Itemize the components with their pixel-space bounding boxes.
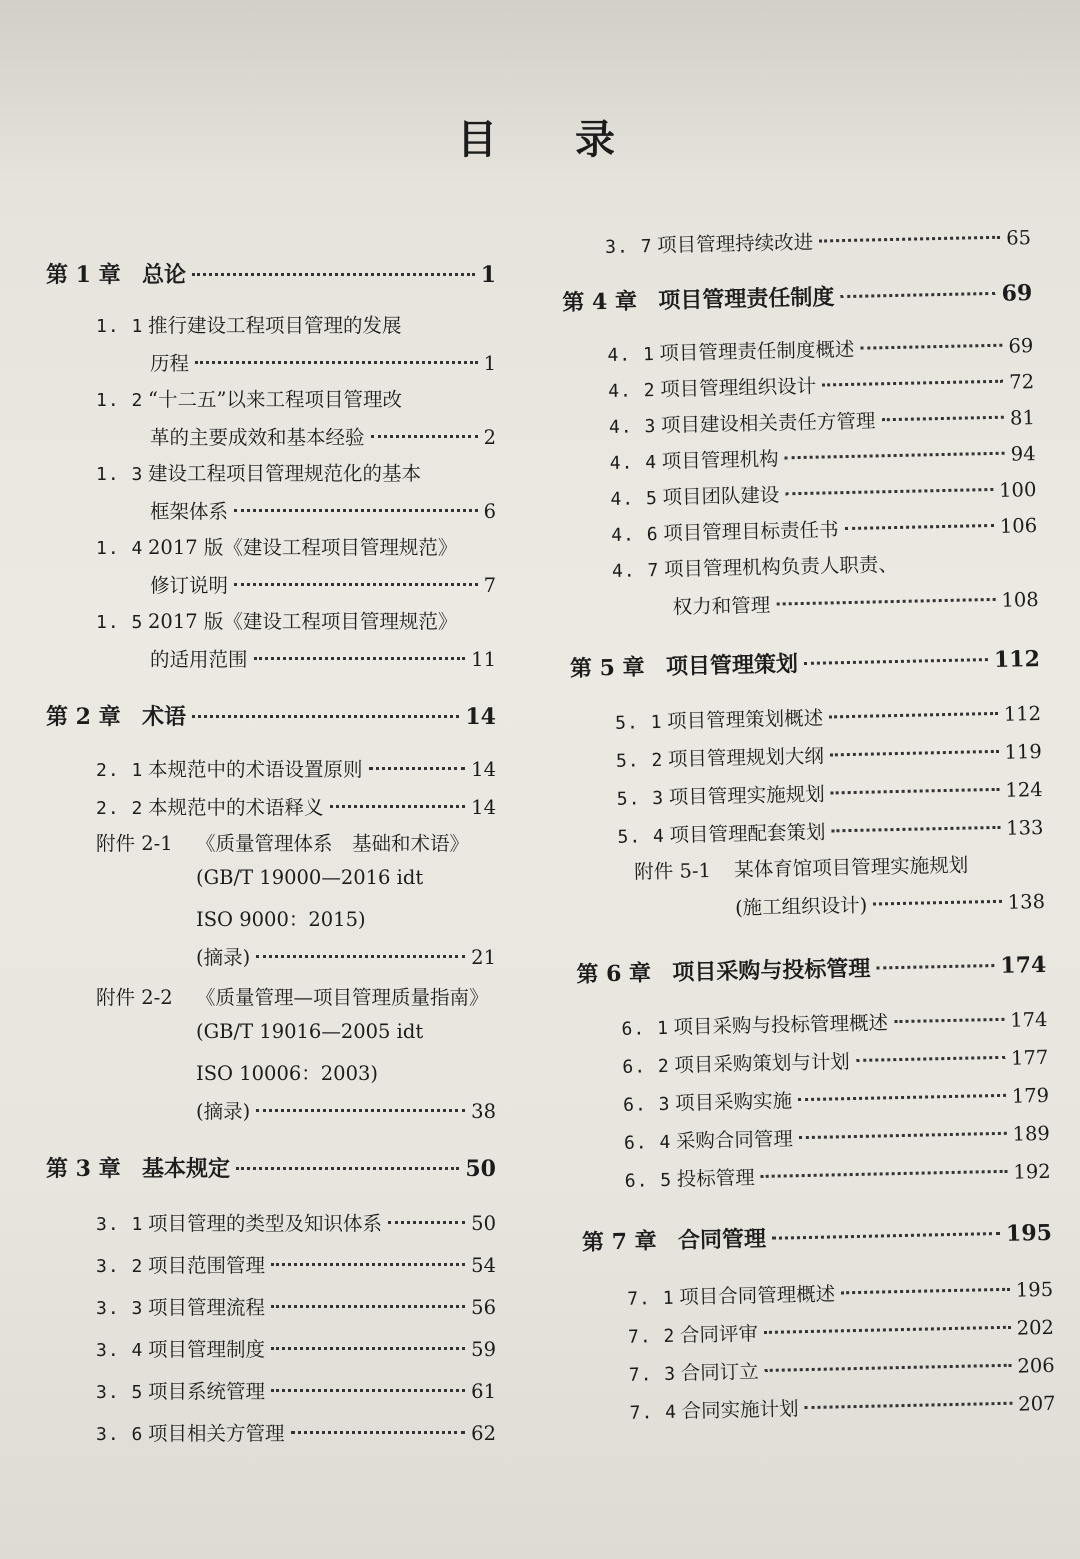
toc-entry-label: 项目管理目标责任书 bbox=[662, 518, 839, 545]
toc-entry bbox=[609, 402, 1035, 439]
toc-entry-label: 2017 版《建设工程项目管理规范》 bbox=[148, 610, 458, 633]
toc-page-number: 192 bbox=[1013, 1159, 1051, 1184]
toc-entry-number: 第 5 章 bbox=[569, 654, 645, 682]
toc-entry bbox=[150, 496, 496, 524]
toc-page-number: 14 bbox=[471, 796, 496, 819]
toc-leader-dots bbox=[192, 273, 475, 276]
toc-entry bbox=[150, 644, 496, 672]
toc-entry-label: 项目管理责任制度 bbox=[658, 284, 835, 314]
toc-entry-number: 6. 5 bbox=[624, 1169, 673, 1192]
toc-leader-dots bbox=[799, 1132, 1007, 1139]
toc-entry-label: 本规范中的术语设置原则 bbox=[148, 758, 363, 781]
toc-entry-number: 3. 4 bbox=[96, 1340, 144, 1361]
toc-leader-dots bbox=[860, 344, 1002, 350]
toc-entry-number: 第 4 章 bbox=[562, 288, 638, 316]
toc-page-number: 108 bbox=[1001, 588, 1039, 612]
toc-entry-number: 3. 5 bbox=[96, 1382, 144, 1403]
toc-leader-dots bbox=[291, 1431, 466, 1434]
toc-entry-number: 3. 2 bbox=[96, 1256, 144, 1277]
toc-entry-number: 第 3 章 bbox=[46, 1156, 121, 1182]
toc-page-number: 59 bbox=[471, 1338, 496, 1361]
toc-leader-dots bbox=[776, 598, 995, 606]
toc-entry-number: 1. 5 bbox=[96, 612, 144, 633]
toc-entry-label: 项目管理责任制度概述 bbox=[659, 337, 855, 365]
toc-entry-number: 5. 2 bbox=[615, 749, 664, 772]
toc-page-number: 69 bbox=[1008, 334, 1034, 358]
toc-leader-dots bbox=[805, 1402, 1013, 1409]
toc-entry-label: 基本规定 bbox=[142, 1156, 231, 1182]
toc-entry bbox=[46, 258, 496, 289]
toc-page-number: 81 bbox=[1009, 406, 1036, 430]
toc-entry-label: 合同订立 bbox=[680, 1360, 760, 1385]
toc-entry bbox=[672, 584, 1039, 620]
toc-entry bbox=[196, 942, 496, 970]
toc-entry bbox=[196, 904, 496, 932]
toc-leader-dots bbox=[831, 826, 1000, 833]
toc-leader-dots bbox=[845, 524, 994, 530]
toc-entry-number: 第 2 章 bbox=[46, 704, 121, 730]
toc-entry-label: 项目管理流程 bbox=[148, 1296, 266, 1319]
toc-page-number: 106 bbox=[999, 514, 1038, 538]
toc-leader-dots bbox=[841, 1288, 1010, 1295]
toc-entry-label: (摘录) bbox=[196, 946, 251, 969]
toc-leader-dots bbox=[840, 292, 995, 298]
toc-entry-label: 推行建设工程项目管理的发展 bbox=[148, 314, 402, 337]
toc-entry-number: 第 1 章 bbox=[46, 262, 121, 288]
toc-entry-label: 项目管理策划概述 bbox=[666, 706, 824, 733]
toc-leader-dots bbox=[369, 767, 466, 770]
toc-entry-label: 项目管理的类型及知识体系 bbox=[148, 1212, 383, 1235]
toc-entry-number: 3. 7 bbox=[604, 236, 653, 259]
toc-entry bbox=[196, 1020, 496, 1043]
toc-entry-label: 项目管理持续改进 bbox=[656, 230, 814, 257]
toc-entry bbox=[96, 1250, 496, 1278]
toc-page-number: 65 bbox=[1006, 226, 1032, 250]
toc-entry-number: 4. 3 bbox=[608, 415, 657, 438]
toc-entry bbox=[616, 736, 1042, 773]
toc-leader-dots bbox=[271, 1347, 465, 1350]
toc-entry-number: 6. 1 bbox=[621, 1017, 670, 1040]
toc-entry-number: 4. 2 bbox=[607, 380, 656, 402]
toc-entry bbox=[609, 438, 1035, 475]
toc-entry bbox=[615, 698, 1041, 735]
toc-entry bbox=[611, 510, 1037, 547]
toc-entry-number: 1. 2 bbox=[96, 390, 144, 411]
toc-leader-dots bbox=[798, 1094, 1006, 1101]
toc-entry-label: 项目管理制度 bbox=[148, 1338, 266, 1361]
toc-entry-label: 《质量管理体系 基础和术语》 bbox=[196, 832, 470, 855]
toc-page-number: 1 bbox=[480, 262, 496, 288]
toc-entry-label: 项目管理规划大纲 bbox=[667, 744, 825, 771]
toc-leader-dots bbox=[195, 361, 478, 364]
toc-entry bbox=[96, 1418, 496, 1446]
toc-entry-number: 6. 3 bbox=[622, 1093, 671, 1116]
toc-entry-number: 2. 2 bbox=[96, 798, 144, 819]
toc-page-number: 179 bbox=[1011, 1083, 1050, 1108]
toc-leader-dots bbox=[761, 1170, 1008, 1178]
toc-leader-dots bbox=[772, 1232, 1000, 1240]
toc-leader-dots bbox=[330, 805, 466, 808]
toc-entry-number: 4. 4 bbox=[609, 451, 658, 474]
toc-leader-dots bbox=[234, 583, 478, 586]
toc-entry-number: 4. 6 bbox=[611, 523, 659, 546]
toc-entry bbox=[96, 532, 496, 560]
toc-entry-number: 6. 4 bbox=[623, 1131, 672, 1154]
toc-entry-label: 项目合同管理概述 bbox=[678, 1282, 836, 1309]
toc-page-number: 50 bbox=[471, 1212, 496, 1235]
toc-entry-number: 5. 1 bbox=[614, 711, 663, 734]
toc-entry-label: 项目建设相关责任方管理 bbox=[660, 409, 876, 437]
toc-leader-dots bbox=[256, 1109, 465, 1112]
toc-leader-dots bbox=[876, 964, 994, 969]
toc-entry bbox=[150, 348, 496, 376]
toc-page-number: 21 bbox=[471, 946, 496, 969]
toc-leader-dots bbox=[894, 1018, 1004, 1023]
toc-page-number: 56 bbox=[471, 1296, 496, 1319]
toc-page-number: 189 bbox=[1012, 1121, 1051, 1146]
toc-page-number: 133 bbox=[1005, 815, 1044, 840]
toc-entry bbox=[96, 458, 496, 486]
toc-entry-number: 附件 2-1 bbox=[96, 832, 173, 855]
toc-entry bbox=[612, 546, 1038, 583]
toc-entry-number: 6. 2 bbox=[622, 1055, 670, 1078]
toc-entry bbox=[622, 1042, 1048, 1079]
toc-page-number: 174 bbox=[1000, 951, 1047, 979]
toc-entry bbox=[628, 1312, 1054, 1349]
toc-entry-number: 4. 5 bbox=[610, 487, 659, 510]
toc-entry bbox=[96, 754, 496, 782]
toc-page-number: 11 bbox=[471, 648, 496, 671]
toc-entry bbox=[616, 774, 1042, 811]
toc-entry-label: (GB/T 19000—2016 idt bbox=[196, 866, 424, 889]
toc-leader-dots bbox=[804, 658, 988, 665]
toc-entry-number: 第 7 章 bbox=[581, 1228, 657, 1256]
toc-page-number: 50 bbox=[465, 1156, 496, 1182]
toc-entry-label: (施工组织设计) bbox=[734, 893, 868, 920]
toc-entry-number: 7. 3 bbox=[628, 1363, 677, 1386]
toc-entry-number: 4. 7 bbox=[611, 559, 660, 582]
toc-entry-label: 项目采购策划与计划 bbox=[674, 1050, 851, 1077]
toc-entry bbox=[735, 886, 1046, 920]
toc-leader-dots bbox=[271, 1263, 465, 1266]
toc-page-number: 112 bbox=[1003, 702, 1042, 726]
toc-leader-dots bbox=[881, 416, 1004, 422]
toc-entry-label: (摘录) bbox=[196, 1100, 251, 1123]
toc-page-number: 119 bbox=[1004, 739, 1043, 764]
toc-entry-label: 历程 bbox=[150, 352, 190, 375]
toc-entry bbox=[623, 1080, 1049, 1117]
toc-entry bbox=[582, 1216, 1053, 1257]
toc-leader-dots bbox=[831, 788, 1000, 795]
toc-page-number: 195 bbox=[1005, 1219, 1053, 1247]
toc-entry bbox=[196, 1058, 496, 1086]
toc-entry-label: 项目管理策划 bbox=[665, 651, 799, 680]
toc-leader-dots bbox=[765, 1364, 1012, 1372]
toc-entry bbox=[96, 310, 496, 338]
toc-entry bbox=[617, 812, 1043, 849]
toc-entry bbox=[610, 474, 1036, 511]
toc-entry-number: 附件 2-2 bbox=[96, 986, 173, 1009]
toc-entry-label: 合同管理 bbox=[677, 1225, 767, 1254]
toc-page-number: 124 bbox=[1005, 777, 1043, 802]
toc-leader-dots bbox=[873, 900, 1002, 906]
toc-leader-dots bbox=[819, 236, 1000, 243]
toc-entry-label: 采购合同管理 bbox=[675, 1127, 794, 1153]
toc-page-number: 206 bbox=[1017, 1353, 1055, 1378]
toc-entry-number: 附件 5-1 bbox=[634, 858, 712, 884]
toc-entry-label: 权力和管理 bbox=[672, 593, 771, 619]
toc-entry-label: 项目采购与投标管理概述 bbox=[673, 1011, 889, 1039]
toc-leader-dots bbox=[785, 452, 1005, 460]
toc-entry-number: 5. 3 bbox=[616, 787, 665, 810]
toc-leader-dots bbox=[785, 488, 993, 495]
toc-entry bbox=[96, 1292, 496, 1320]
toc-page-number: 6 bbox=[483, 500, 496, 523]
toc-entry bbox=[96, 828, 496, 856]
toc-entry-label: 项目管理组织设计 bbox=[659, 374, 817, 401]
toc-entry-number: 1. 4 bbox=[96, 538, 144, 559]
toc-entry-label: 项目管理实施规划 bbox=[668, 782, 825, 809]
toc-page-number: 138 bbox=[1007, 889, 1046, 914]
toc-entry bbox=[570, 642, 1041, 683]
toc-entry-label: 项目管理配套策划 bbox=[669, 820, 826, 847]
toc-entry-number: 7. 2 bbox=[627, 1325, 676, 1348]
toc-entry-label: 项目团队建设 bbox=[662, 483, 780, 509]
toc-entry-number: 7. 4 bbox=[629, 1401, 678, 1424]
page-title bbox=[0, 108, 1080, 165]
title-char-2: 录 bbox=[575, 116, 623, 163]
toc-entry bbox=[629, 1388, 1055, 1425]
toc-entry-label: ISO 10006：2003) bbox=[196, 1062, 379, 1085]
toc-page-number: 69 bbox=[1001, 280, 1033, 307]
toc-entry bbox=[96, 1208, 496, 1236]
toc-entry-label: 项目采购与投标管理 bbox=[672, 955, 871, 986]
toc-entry-label: “十二五”以来工程项目管理改 bbox=[148, 388, 402, 411]
toc-leader-dots bbox=[388, 1221, 465, 1224]
toc-entry-number: 3. 3 bbox=[96, 1298, 144, 1319]
toc-entry-label: 项目范围管理 bbox=[148, 1254, 266, 1277]
toc-page-number: 54 bbox=[471, 1254, 496, 1277]
toc-entry-label: 投标管理 bbox=[676, 1166, 755, 1191]
toc-entry-label: 某体育馆项目管理实施规划 bbox=[734, 853, 969, 882]
toc-entry-label: 术语 bbox=[142, 704, 187, 730]
toc-leader-dots bbox=[256, 955, 465, 958]
toc-page-number: 7 bbox=[483, 574, 496, 597]
toc-entry-number: 4. 1 bbox=[607, 344, 656, 366]
toc-entry-label: 项目管理机构负责人职责、 bbox=[663, 552, 899, 581]
toc-entry-label: 总论 bbox=[142, 262, 187, 288]
toc-entry bbox=[628, 1350, 1054, 1387]
toc-page-number: 207 bbox=[1018, 1391, 1056, 1416]
toc-entry bbox=[624, 1156, 1050, 1193]
toc-entry bbox=[576, 948, 1047, 989]
toc-leader-dots bbox=[192, 715, 459, 718]
toc-page-number: 2 bbox=[483, 426, 496, 449]
toc-entry bbox=[608, 366, 1034, 403]
toc-entry-label: 革的主要成效和基本经验 bbox=[150, 426, 365, 449]
toc-entry-number: 3. 1 bbox=[96, 1214, 144, 1235]
toc-page-number: 112 bbox=[993, 646, 1041, 673]
toc-entry bbox=[96, 1334, 496, 1362]
toc-page-number: 62 bbox=[471, 1422, 496, 1445]
toc-entry bbox=[196, 866, 496, 889]
toc-entry bbox=[607, 330, 1033, 367]
toc-leader-dots bbox=[271, 1389, 465, 1392]
toc-entry-number: 第 6 章 bbox=[576, 960, 652, 988]
toc-leader-dots bbox=[234, 509, 478, 512]
toc-entry-label: 合同评审 bbox=[679, 1322, 759, 1347]
toc-entry bbox=[634, 848, 1044, 885]
toc-entry bbox=[96, 1376, 496, 1404]
toc-entry bbox=[150, 570, 496, 598]
toc-entry-number: 1. 3 bbox=[96, 464, 144, 485]
toc-leader-dots bbox=[371, 435, 478, 438]
toc-page-number: 14 bbox=[465, 704, 496, 730]
toc-entry bbox=[96, 982, 496, 1010]
toc-entry bbox=[605, 222, 1031, 259]
toc-entry bbox=[621, 1004, 1047, 1041]
toc-leader-dots bbox=[271, 1305, 465, 1308]
toc-page-number: 177 bbox=[1010, 1045, 1049, 1070]
title-char-1: 目 bbox=[457, 116, 505, 163]
toc-page-number: 61 bbox=[471, 1380, 496, 1403]
toc-entry-label: 项目系统管理 bbox=[148, 1380, 266, 1403]
toc-entry-label: 项目相关方管理 bbox=[148, 1422, 285, 1445]
toc-entry-number: 7. 1 bbox=[627, 1287, 675, 1310]
toc-page-number: 100 bbox=[998, 478, 1037, 502]
toc-page-number: 174 bbox=[1009, 1007, 1048, 1032]
toc-page-number: 1 bbox=[483, 352, 496, 375]
toc-page-number: 38 bbox=[471, 1100, 496, 1123]
toc-entry bbox=[96, 792, 496, 820]
toc-entry bbox=[46, 1152, 496, 1183]
toc-entry bbox=[562, 276, 1033, 317]
toc-entry bbox=[624, 1118, 1050, 1155]
toc-entry-label: 的适用范围 bbox=[150, 648, 248, 671]
toc-entry-label: 建设工程项目管理规范化的基本 bbox=[148, 462, 422, 485]
toc-leader-dots bbox=[822, 380, 1003, 387]
toc-entry-label: ISO 9000：2015) bbox=[196, 908, 366, 931]
toc-leader-dots bbox=[830, 750, 999, 757]
toc-leader-dots bbox=[829, 712, 998, 719]
toc-entry bbox=[46, 700, 496, 731]
toc-leader-dots bbox=[856, 1056, 1005, 1062]
toc-entry-number: 2. 1 bbox=[96, 760, 144, 781]
toc-entry-label: 2017 版《建设工程项目管理规范》 bbox=[148, 536, 458, 559]
toc-entry bbox=[627, 1274, 1053, 1311]
toc-page-number: 195 bbox=[1015, 1277, 1054, 1302]
toc-entry bbox=[196, 1096, 496, 1124]
toc-leader-dots bbox=[254, 657, 466, 660]
toc-entry-label: (GB/T 19016—2005 idt bbox=[196, 1020, 424, 1043]
toc-leader-dots bbox=[236, 1167, 459, 1170]
toc-page-number: 202 bbox=[1016, 1315, 1055, 1340]
toc-entry-label: 《质量管理—项目管理质量指南》 bbox=[196, 986, 489, 1009]
toc-page-number: 94 bbox=[1010, 442, 1036, 466]
toc-entry bbox=[96, 384, 496, 412]
toc-entry-label: 项目采购实施 bbox=[674, 1089, 793, 1115]
toc-entry-number: 1. 1 bbox=[96, 316, 144, 337]
toc-entry bbox=[96, 606, 496, 634]
toc-entry bbox=[150, 422, 496, 450]
toc-page-number: 14 bbox=[471, 758, 496, 781]
toc-entry-label: 本规范中的术语释义 bbox=[148, 796, 324, 819]
toc-entry-number: 5. 4 bbox=[617, 825, 666, 848]
toc-page-number: 72 bbox=[1009, 370, 1035, 394]
toc-entry-label: 项目管理机构 bbox=[661, 447, 779, 473]
toc-entry-label: 修订说明 bbox=[150, 574, 229, 597]
toc-entry-number: 3. 6 bbox=[96, 1424, 144, 1445]
toc-entry-label: 框架体系 bbox=[150, 500, 229, 523]
toc-leader-dots bbox=[764, 1326, 1011, 1334]
toc-entry-label: 合同实施计划 bbox=[681, 1397, 799, 1423]
